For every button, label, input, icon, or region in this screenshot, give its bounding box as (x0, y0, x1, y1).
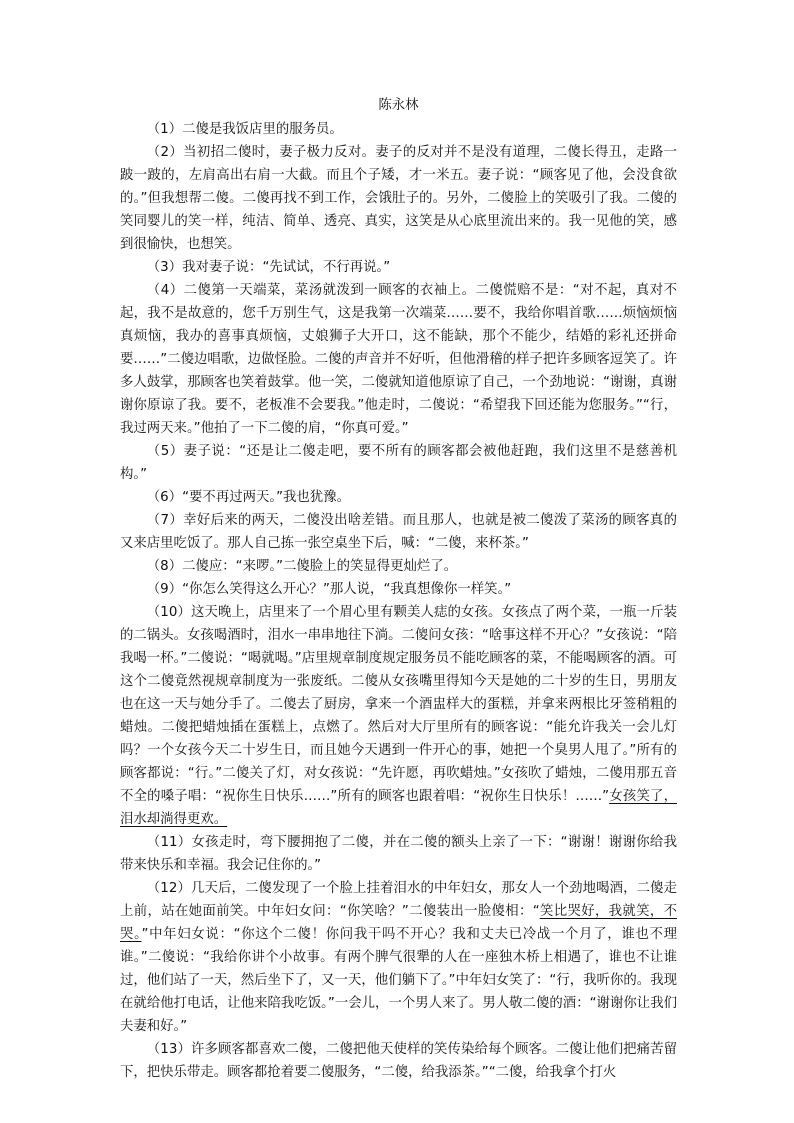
paragraph-9: （9）“你怎么笑得这么开心？”那人说，“我真想像你一样笑。” (146, 582, 512, 597)
paragraph-7: （7）幸好后来的两天，二傻没出啥差错。而且那人，也就是被二傻泼了菜汤的顾客真的又来店里吃饭了。那人自己拣一张空桌坐下后，喊：“二傻，来杯茶。” (120, 513, 677, 551)
paragraph-5: （5）妻子说：“还是让二傻走吧，要不所有的顾客都会被他赶跑，我们这里不是慈善机构。” (120, 444, 677, 482)
paragraph-11: （11）女孩走时，弯下腰拥抱了二傻，并在二傻的额头上亲了一下：“谢谢！谢谢你给我带来快乐和幸福。我会记住你的。” (120, 835, 677, 873)
paragraph-12: （12）几天后，二傻发现了一个脸上挂着泪水的中年妇女，那女人一个劲地喝酒，二傻走上前，站在她面前笑。中年妇女问：“你笑啥？”二傻装出一脸傻相：“笑比哭好，我就笑，不哭。”中年妇女说：“你这个二傻！你问我干吗不开心？我和丈夫已冷战一个月了，谁也不理谁。”二傻说：“我给你讲个小故事。有两个脾气很犟的人在一座独木桥上相遇了，谁也不让谁过，他们站了一天，然后坐下了，又一天，他们躺下了。”中年妇女笑了：“行，我听你的。我现在就给他打电话，让他来陪我吃饭。”一会儿，一个男人来了。男人敬二傻的酒：“谢谢你让我们夫妻和好。” (120, 881, 677, 1034)
underlined-sentence: 女孩笑了，泪水却淌得更欢。 (120, 789, 678, 827)
author-name: 陈永林 (378, 98, 419, 113)
paragraph-2: （2）当初招二傻时，妻子极力反对。妻子的反对并不是没有道理，二傻长得丑，走路一跛一跛的，左肩高出右肩一大截。而且个子矮，才一米五。妻子说：“顾客见了他，会没食欲的。”但我想帮二傻。二傻再找不到工作，会饿肚子的。另外，二傻脸上的笑吸引了我。二傻的笑同婴儿的笑一样，纯洁、简单、透亮、真实，这笑是从心底里流出来的。我一见他的笑，感到很愉快，也想笑。 (120, 145, 677, 252)
paragraph-4: （4）二傻第一天端菜，菜汤就泼到一顾客的衣袖上。二傻慌赔不是：“对不起，真对不起，我不是故意的，您千万别生气，这是我第一次端菜……要不，我给你唱首歌……烦恼烦恼真烦恼，我办的喜事真烦恼，丈娘狮子大开口，这不能缺，那个不能少，结婚的彩礼还拼命要……”二傻边唱歌，边做怪脸。二傻的声音并不好听，但他滑稽的样子把许多顾客逗笑了。许多人鼓掌，那顾客也笑着鼓掌。他一笑，二傻就知道他原谅了自己，一个劲地说：“谢谢，真谢谢你原谅了我。要不，老板准不会要我。”他走时，二傻说：“希望我下回还能为您服务。”“行，我过两天来。”他拍了一下二傻的肩，“你真可爱。” (120, 283, 677, 436)
paragraph-10: （10）这天晚上，店里来了一个眉心里有颗美人痣的女孩。女孩点了两个菜，一瓶一斤装的二锅头。女孩喝酒时，泪水一串串地往下淌。二傻问女孩：“啥事这样不开心？”女孩说：“陪我喝一杯。”二傻说：“喝就喝。”店里规章制度规定服务员不能吃顾客的菜，不能喝顾客的酒。可这个二傻竟然视规章制度为一张废纸。二傻从女孩嘴里得知今天是她的二十岁的生日，男朋友也在这一天与她分手了。二傻去了厨房，拿来一个酒盅样大的蛋糕，并拿来两根比牙签稍粗的蜡烛。二傻把蜡烛插在蛋糕上，点燃了。然后对大厅里所有的顾客说：“能允许我关一会儿灯吗？一个女孩今天二十岁生日，而且她今天遇到一件开心的事，她把一个臭男人甩了。”所有的顾客都说：“行。”二傻关了灯，对女孩说：“先许愿，再吹蜡烛。”女孩吹了蜡烛，二傻用那五音不全的嗓子唱：“祝你生日快乐……”所有的顾客也跟着唱：“祝你生日快乐！……”女孩笑了，泪水却淌得更欢。 (120, 605, 678, 827)
paragraph-3: （3）我对妻子说：“先试试，不行再说。” (146, 260, 391, 275)
underlined-sentence: 笑比哭好，我就笑，不哭。 (120, 904, 677, 942)
paragraph-8: （8）二傻应：“来啰。”二傻脸上的笑显得更灿烂了。 (146, 559, 458, 574)
paragraph-6: （6）“要不再过两天。”我也犹豫。 (146, 490, 350, 505)
paragraph-13: （13）许多顾客都喜欢二傻，二傻把他天使样的笑传染给每个顾客。二傻让他们把痛苦留下，把快乐带走。顾客都抢着要二傻服务，“二傻，给我添茶。”“二傻，给我拿个打火 (120, 1042, 677, 1080)
document-page (120, 94, 677, 1084)
paragraph-1: （1）二傻是我饭店里的服务员。 (146, 122, 343, 137)
